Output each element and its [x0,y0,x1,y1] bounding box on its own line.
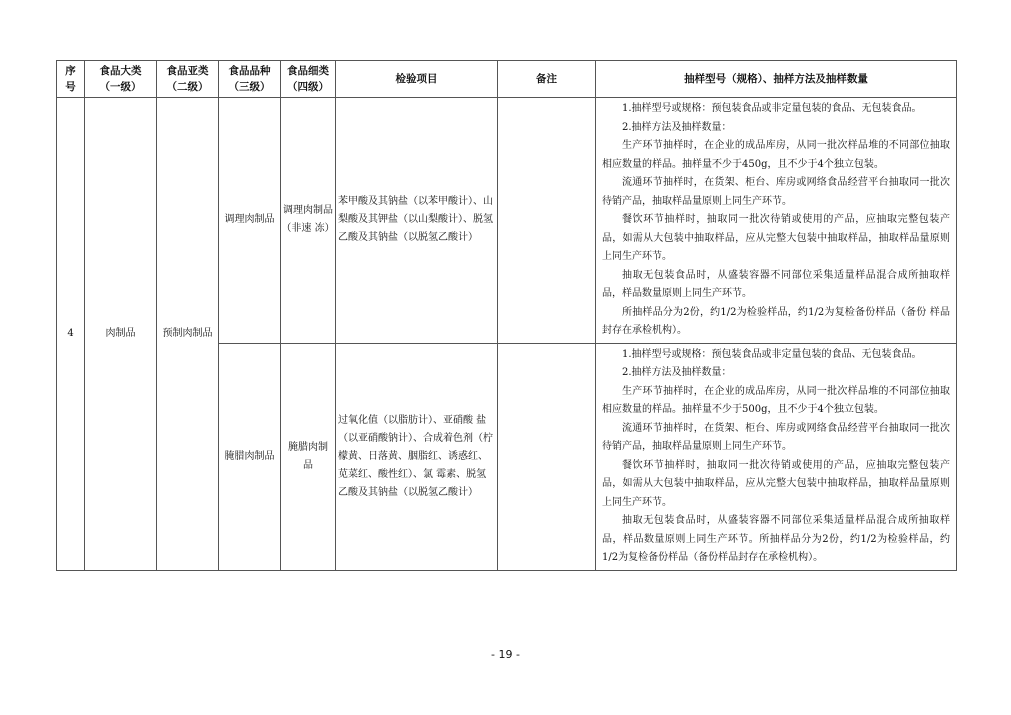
subvariety-text: 腌腊肉制品 [288,441,328,471]
method-line: 餐饮环节抽样时，抽取同一批次待销或使用的产品，应抽取完整包装产品，如需从大包装中抽取样品，应从完整大包装中抽取样品，抽取样品量原则上同生产环节。 [602,459,950,508]
sampling-table [56,60,957,571]
variety-text: 调理肉制品 [224,214,275,226]
category-cell: 肉制品 [85,98,157,571]
header-method: 抽样型号（规格）、抽样方法及抽样数量 [596,61,957,98]
header-category: 食品大类 （一级） [85,61,157,98]
method-line: 流通环节抽样时，在货架、柜台、库房或网络食品经营平台抽取同一批次待销产品，抽取样品量原则上同生产环节。 [602,422,950,452]
page-number: - 19 - [491,648,520,661]
inspection-items-cell: 苯甲酸及其钠盐（以苯甲酸计）、山梨酸及其钾盐（以山梨酸计）、脱氢乙酸及其钠盐（以脱氢乙酸计） [336,98,498,344]
table-header-row [57,61,957,98]
method-line: 生产环节抽样时，在企业的成品库房，从同一批次样品堆的不同部位抽取相应数量的样品。抽样量不少于450g，且不少于4个独立包装。 [602,140,950,170]
header-subcategory: 食品亚类 （二级） [157,61,219,98]
method-line: 抽取无包装食品时，从盛装容器不同部位采集适量样品混合成所抽取样品，样品数量原则上同生产环节。所抽样品分为2份，约1/2为检验样品，约1/2为复检备份样品（备份样品封存在承检机构）。 [602,515,950,563]
header-remark: 备注 [498,61,596,98]
method-line: 1.抽样型号或规格：预包装食品或非定量包装的食品、无包装食品。 [622,348,922,360]
variety-cell [219,98,281,344]
header-seq: 序 号 [57,61,85,98]
header-variety: 食品品种 （三级） [219,61,281,98]
subcategory-cell [157,98,219,571]
sampling-method-cell [596,343,957,570]
method-line: 所抽样品分为2份，约1/2为检验样品，约1/2为复检备份样品（备份 样品封存在承检机构）。 [602,306,950,336]
variety-cell [219,343,281,570]
method-line: 流通环节抽样时，在货架、柜台、库房或网络食品经营平台抽取同一批次待销产品，抽取样品量原则上同生产环节。 [602,177,950,207]
variety-text: 腌腊肉制品 [224,450,275,462]
remark-cell [498,343,596,570]
method-line: 2.抽样方法及抽样数量： [622,367,732,378]
method-line: 餐饮环节抽样时，抽取同一批次待销或使用的产品，应抽取完整包装产品，如需从大包装中抽取样品，应从完整大包装中抽取样品，抽取样品量原则上同生产环节。 [602,214,950,262]
method-line: 1.抽样型号或规格：预包装食品或非定量包装的食品、无包装食品。 [622,103,922,114]
inspection-items-cell: 过氧化值（以脂肪计）、亚硝酸 盐（以亚硝酸钠计）、合成着色剂（柠檬黄、日落黄、胭脂红、诱惑红、苋菜红、酸性红）、氯 霉素、脱氢乙酸及其钠盐（以脱氢乙酸计） [336,343,498,570]
header-items: 检验项目 [336,61,498,98]
method-line: 抽取无包装食品时，从盛装容器不同部位采集适量样品混合成所抽取样品，样品数量原则上同生产环节。 [602,269,950,299]
sampling-method-cell [596,98,957,344]
subvariety-cell [281,343,336,570]
table-row [57,98,957,344]
seq-cell: 4 [57,98,85,571]
method-line: 2.抽样方法及抽样数量： [622,121,732,133]
method-line: 生产环节抽样时，在企业的成品库房，从同一批次样品堆的不同部位抽取相应数量的样品。抽样量不少于500g，且不少于4个独立包装。 [602,385,950,415]
subvariety-cell: 调理肉制品（非速 冻） [281,98,336,344]
header-subvariety: 食品细类 （四级） [281,61,336,98]
remark-cell [498,98,596,344]
subcategory-text: 预制肉制品 [162,327,213,339]
